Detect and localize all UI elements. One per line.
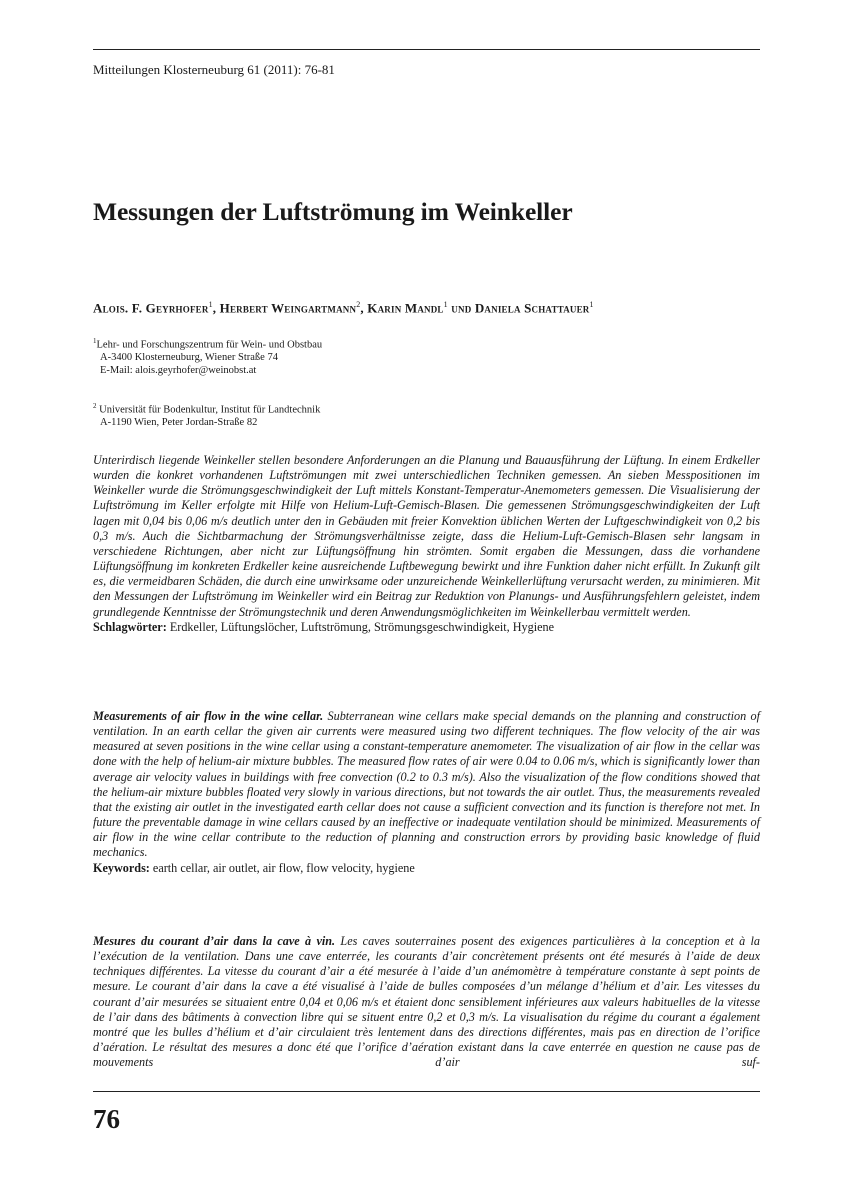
affiliation-email: E-Mail: alois.geyrhofer@weinobst.at — [100, 364, 257, 376]
keywords-english — [93, 861, 760, 876]
affiliation-number: 2 — [93, 402, 97, 410]
author-name: Herbert Weingartmann — [219, 300, 357, 316]
affiliation-line: A-3400 Klosterneuburg, Wiener Straße 74 — [100, 352, 278, 364]
author-list — [93, 300, 594, 316]
keywords-german — [93, 620, 760, 635]
keywords-list: earth cellar, air outlet, air flow, flow velocity, hygiene — [152, 860, 415, 875]
abstract-french-heading: Mesures du courant d’air dans la cave à vin. — [93, 934, 336, 948]
affiliation-line: A-1190 Wien, Peter Jordan-Straße 82 — [100, 417, 258, 429]
footer-rule — [93, 1091, 760, 1092]
affiliation-number: 1 — [93, 337, 97, 345]
abstract-english-heading: Measurements of air flow in the wine cellar. — [93, 709, 324, 723]
affiliation-line: Universität für Bodenkultur, Institut für Landtechnik — [99, 404, 321, 416]
abstract-french — [93, 934, 760, 1070]
abstract-german — [93, 453, 760, 635]
author-separator: und — [447, 300, 475, 316]
author-name: Daniela Schattauer — [474, 300, 590, 316]
journal-citation: Mitteilungen Klosterneuburg 61 (2011): 76-81 — [93, 62, 335, 77]
author-affil-mark: 2 — [356, 300, 361, 309]
abstract-german-text: Unterirdisch liegende Weinkeller stellen besondere Anforderungen an die Planung und Bauausführung der Lüftung. In einem Erdkeller wurden die konkret vorhandenen Luftströmungen mit zwei unterschiedlichen Techniken gemessen. An sieben Messpositionen im Weinkeller wurde die Strömungsgeschwindigkeit der Luft mittels Konstant-Temperatur-Anemometers gemessen. Die Visualisierung der Luftströmung im Keller erfolgte mit Hilfe von Helium-Luft-Gemisch-Blasen. Die gemessenen Strömungsgeschwindigkeiten der Luft lagen mit 0,04 bis 0,06 m/s deutlich unter den in Gebäuden mit freier Konvektion üblichen Werten der Luftgeschwindigkeit von 0,2 bis 0,3 m/s. Auch die Sichtbarmachung der Strömungsverhältnisse zeigte, dass die Helium-Luft-Gemisch-Blasen sehr langsam in verschiedene Richtungen, aber nicht zur Lüftungsöffnung hin strömten. Somit ergaben die Messungen, dass die vorhandene Lüftungsöffnung im konkreten Erdkeller keine ausreichende Luftbewegung bewirkt und ihre Funktion daher nicht erfüllt. In Zukunft gilt es, die vermeidbaren Schäden, die durch eine unwirksame oder unzureichende Weinkellerlüftung verursacht werden, zu minimieren. Mit den Messungen der Luftströmung im Weinkeller wird ein Beitrag zur Reduktion von Planungs- und Ausführungsfehlern geleistet, indem grundlegende Kenntnisse der Strömungstechnik und deren Anwendungsmöglichkeiten im Weinkellerbau vermittelt werden. — [93, 453, 760, 619]
affiliation-1 — [93, 335, 322, 377]
header-rule — [93, 49, 760, 50]
author-affil-mark: 1 — [443, 300, 448, 309]
author-name: Karin Mandl — [367, 300, 444, 316]
affiliation-line: Lehr- und Forschungszentrum für Wein- und Obstbau — [96, 339, 323, 351]
abstract-french-text: Les caves souterraines posent des exigences particulières à la conception et à la l’exécution de la ventilation. Dans une cave enterrée, les courants d’air concrètement présents ont été mesurés à l’aide de deux techniques différentes. La vitesse du courant d’air a été mesurée à l’aide d’un anémomètre à température constante à sept points de mesure. Le courant d’air dans la cave a été visualisé à l’aide de bulles composées d’un mélange d’hélium et d’air. Les vitesses du courant d’air mesurées se situaient entre 0,04 et 0,06 m/s et étaient donc sensiblement inférieures aux valeurs habituelles de la vitesse de l’air dans des bâtiments à convection libre qui se situent entre 0,2 et 0,3 m/s. La visualisation du régime du courant a également montré que les bulles d’hélium et d’air circulaient très lentement dans des directions différentes, mais pas en direction de l’orifice d’aération. Le résultat des mesures a donc été que l’orifice d’aération existant dans la cave enterrée en question ne cause pas de mouvements d’air suf- — [93, 934, 761, 1070]
abstract-english — [93, 709, 760, 876]
page-number: 76 — [93, 1104, 120, 1134]
affiliation-2 — [93, 400, 320, 430]
author-separator: , — [360, 300, 368, 316]
abstract-english-text: Subterranean wine cellars make special demands on the planning and construction of ventilation. In an earth cellar the given air currents were measured using two different techniques. The flow velocity of the air was measured at seven positions in the wine cellar using a constant-temperature anemometer. The visualization of air flow in the cellar was done with the help of helium-air mixture bubbles. The measured flow rates of air were 0.04 to 0.06 m/s, which is significantly lower than average air velocity values in buildings with free convection (0.2 to 0.3 m/s). Also the visualization of the flow conditions showed that the helium-air mixture bubbles floated very slowly in various directions, but not towards the air outlet. Thus, the measurements revealed that the existing air outlet in the investigated earth cellar does not cause a sufficient convection and its function is therefore not met. In future the preventable damage in wine cellars caused by an ineffective or inadequate ventilation should be minimized. Measurements of air flow in the wine cellar contribute to the reduction of planning and construction errors by providing basic knowledge of fluid mechanics. — [93, 709, 761, 860]
author-name: Alois. F. Geyrhofer — [93, 300, 209, 316]
article-title: Messungen der Luftströmung im Weinkeller — [93, 197, 573, 226]
keywords-list: Erdkeller, Lüftungslöcher, Luftströmung, Strömungsgeschwindigkeit, Hygiene — [169, 619, 555, 634]
keywords-label: Keywords: — [93, 860, 150, 875]
keywords-label: Schlagwörter: — [93, 619, 167, 634]
author-separator: , — [212, 300, 220, 316]
author-affil-mark: 1 — [208, 300, 213, 309]
author-affil-mark: 1 — [589, 300, 594, 309]
